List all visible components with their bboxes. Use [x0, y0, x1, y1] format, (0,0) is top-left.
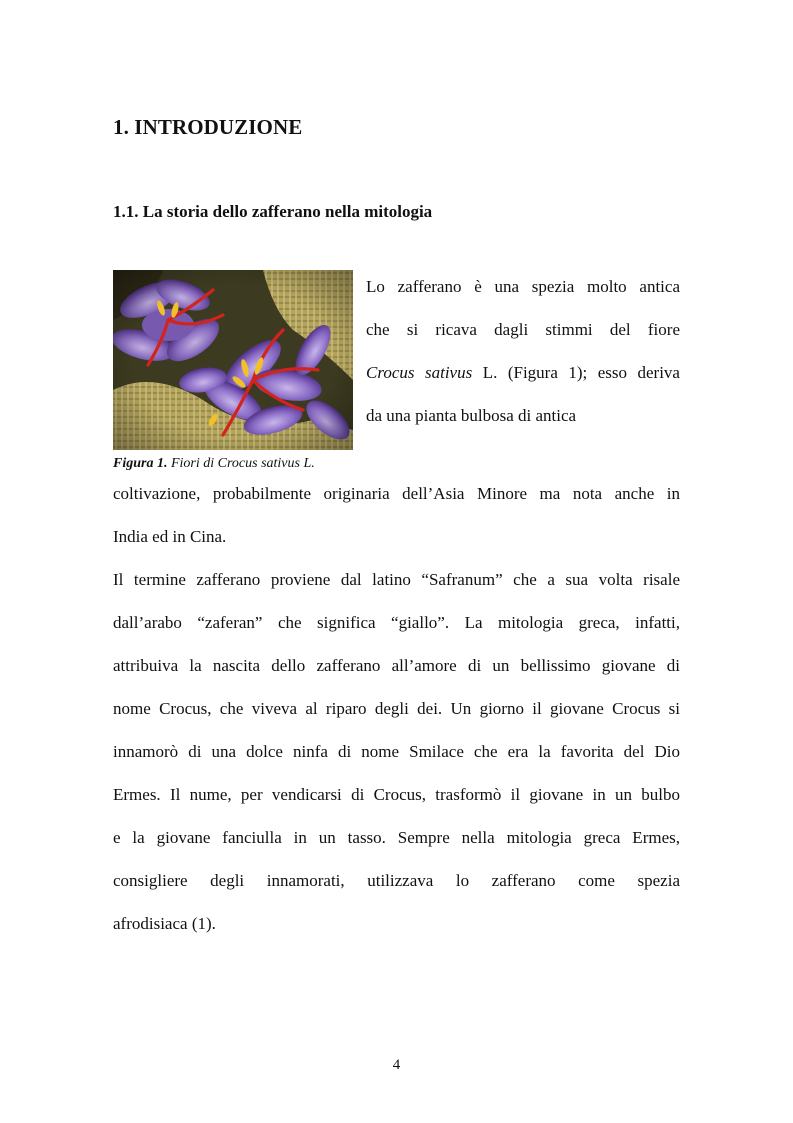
text-line: Ermes. Il nume, per vendicarsi di Crocus, trasformò il giovane in un bulbo	[113, 785, 680, 804]
text-line: innamorò di una dolce ninfa di nome Smilace che era la favorita del Dio	[113, 742, 680, 761]
figure-caption-label: Figura 1.	[113, 456, 168, 471]
text-line	[366, 351, 680, 394]
page-number: 4	[392, 1057, 401, 1073]
section-heading: 1.1. La storia dello zafferano nella mitologia	[113, 202, 433, 221]
text-line: coltivazione, probabilmente originaria dell’Asia Minore ma nota anche in	[113, 484, 680, 503]
body-paragraph	[113, 472, 680, 945]
text-line: attribuiva la nascita dello zafferano all’amore di un bellissimo giovane di	[113, 656, 680, 675]
text-line: India ed in Cina.	[113, 527, 227, 546]
text-line: Lo zafferano è una spezia molto antica	[366, 277, 680, 296]
figure-caption-text: Fiori di Crocus sativus L.	[167, 456, 315, 471]
text-line: afrodisiaca (1).	[113, 914, 216, 933]
text-line: da una pianta bulbosa di antica	[366, 406, 577, 425]
figure-caption	[113, 456, 315, 472]
intro-paragraph-beside-figure	[366, 265, 680, 437]
text-line: Il termine zafferano proviene dal latino “Safranum” che a sua volta risale	[113, 570, 680, 589]
text-line: che si ricava dagli stimmi del fiore	[366, 320, 680, 339]
text-line: dall’arabo “zaferan” che significa “giallo”. La mitologia greca, infatti,	[113, 613, 680, 632]
text-line: nome Crocus, che viveva al riparo degli dei. Un giorno il giovane Crocus si	[113, 699, 680, 718]
species-name-italic: Crocus sativus	[366, 363, 473, 382]
crocus-flower-image	[113, 270, 353, 450]
text-line: consigliere degli innamorati, utilizzava lo zafferano come spezia	[113, 871, 680, 890]
text-line: e la giovane fanciulla in un tasso. Sempre nella mitologia greca Ermes,	[113, 828, 680, 847]
chapter-heading: 1. INTRODUZIONE	[113, 115, 303, 139]
text-fragment: L. (Figura 1); esso deriva	[472, 363, 680, 382]
